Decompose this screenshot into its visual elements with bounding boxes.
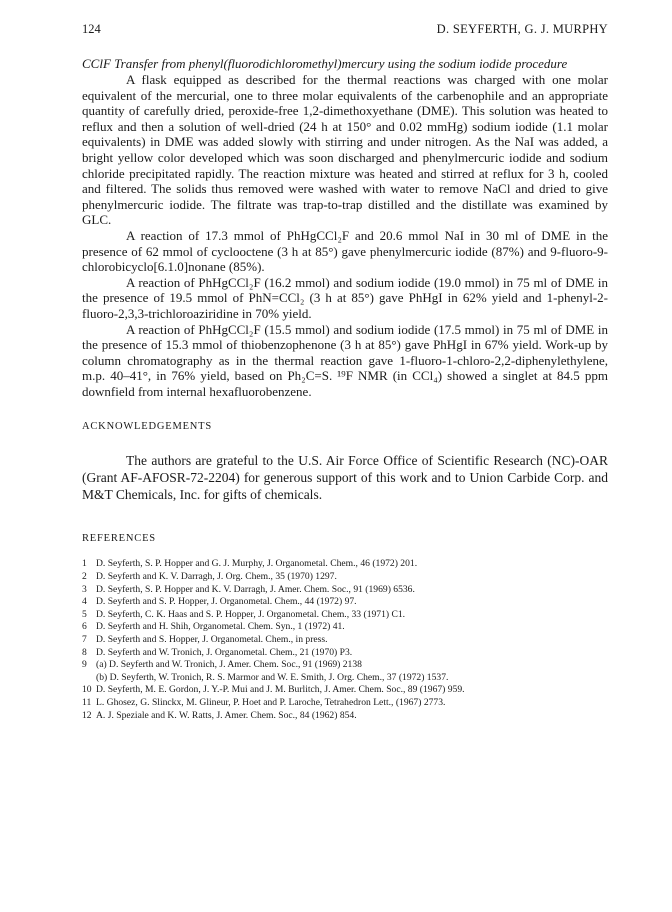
reference-text: D. Seyferth, S. P. Hopper and K. V. Darragh, J. Amer. Chem. Soc., 91 (1969) 6536.	[96, 583, 415, 595]
reference-item	[82, 584, 608, 597]
reference-item	[82, 659, 608, 672]
reference-list	[82, 558, 608, 722]
reference-number: 3	[82, 583, 87, 595]
reference-text: A. J. Speziale and K. W. Ratts, J. Amer. Chem. Soc., 84 (1962) 854.	[96, 709, 357, 721]
reference-item	[82, 558, 608, 571]
reference-text: D. Seyferth and K. V. Darragh, J. Org. Chem., 35 (1970) 1297.	[96, 571, 337, 583]
reference-number: 5	[82, 608, 87, 620]
reference-number: 2	[82, 571, 87, 583]
acknowledgements-heading: ACKNOWLEDGEMENTS	[82, 421, 213, 433]
running-authors: D. SEYFERTH, G. J. MURPHY	[436, 22, 608, 36]
reference-number: 12	[82, 709, 92, 721]
reference-text: D. Seyferth and S. Hopper, J. Organometal. Chem., in press.	[96, 634, 328, 646]
reference-text: D. Seyferth and H. Shih, Organometal. Chem. Syn., 1 (1972) 41.	[96, 621, 345, 633]
section-title: CClF Transfer from phenyl(fluorodichloromethyl)mercury using the sodium iodide procedure	[82, 56, 568, 71]
reference-item	[82, 697, 608, 710]
reference-number: 6	[82, 621, 87, 633]
reference-item	[82, 596, 608, 609]
paragraph-imine: A reaction of PhHgCCl₂F (16.2 mmol) and sodium iodide (19.0 mmol) in 75 ml of DME in the presence of 19.5 mmol of PhN=CCl₂ (3 h at 85°) gave PhHgI in 62% yield and 1-phenyl-2-fluoro-2,3,3-trichloroaziridine in 70% yield.	[82, 274, 608, 321]
reference-item	[82, 621, 608, 634]
running-header	[82, 22, 608, 44]
acknowledgements-text: The authors are grateful to the U.S. Air Force Office of Scientific Research (NC)-OAR (Grant AF-AFOSR-72-2204) for generous support of this work and to Union Carbide Corp. and M&T Chemicals, Inc. for gifts of chemicals.	[82, 453, 608, 503]
paragraph-procedure: A flask equipped as described for the thermal reactions was charged with one molar equivalent of the mercurial, one to three molar equivalents of the carbenophile and an appropriate quantity of carefully dried, peroxide-free 1,2-dimethoxyethane (DME). This solution was heated to reflux and then a solution of well-dried (24 h at 150° and 0.02 mmHg) sodium iodide (1.1 molar equivalents) in DME was added slowly with stirring and under nitrogen. As the NaI was added, a bright yellow color developed which was soon discharged and phenylmercuric iodide and sodium chloride precipitated rapidly. The reaction mixture was heated and stirred at reflux for 3 h, cooled and filtered. The solids thus removed were washed with water to remove NaCl and dried to give phenylmercuric iodide. The filtrate was trap-to-trap distilled and the distillate was examined by GLC.	[82, 72, 608, 228]
reference-text: L. Ghosez, G. Slinckx, M. Glineur, P. Hoet and P. Laroche, Tetrahedron Lett., (1967) 2773.	[96, 697, 446, 708]
reference-number: 9	[82, 659, 87, 671]
reference-text: D. Seyferth and S. P. Hopper, J. Organometal. Chem., 44 (1972) 97.	[96, 596, 357, 608]
references-heading: REFERENCES	[82, 533, 156, 545]
reference-text: (a) D. Seyferth and W. Tronich, J. Amer. Chem. Soc., 91 (1969) 2138	[96, 659, 362, 671]
paragraph-cyclooctene: A reaction of 17.3 mmol of PhHgCCl₂F and 20.6 mmol NaI in 30 ml of DME in the presence of 62 mmol of cyclooctene (3 h at 85°) gave phenylmercuric iodide (87%) and 9-fluoro-9-chlorobicyclo[6.1.0]nonane (85%).	[82, 227, 608, 275]
reference-item	[82, 710, 608, 723]
reference-number: 10	[82, 684, 92, 696]
reference-item	[82, 634, 608, 647]
reference-number: 8	[82, 646, 87, 658]
reference-text: D. Seyferth, M. E. Gordon, J. Y.-P. Mui and J. M. Burlitch, J. Amer. Chem. Soc., 89 (1967) 959.	[96, 684, 465, 696]
reference-number: 4	[82, 596, 87, 608]
reference-text: D. Seyferth and W. Tronich, J. Organometal. Chem., 21 (1970) P3.	[96, 646, 353, 658]
reference-item	[82, 609, 608, 622]
reference-item	[82, 571, 608, 584]
reference-text: D. Seyferth, C. K. Haas and S. P. Hopper, J. Organometal. Chem., 33 (1971) C1.	[96, 608, 406, 620]
page-number: 124	[82, 22, 101, 36]
reference-text: (b) D. Seyferth, W. Tronich, R. S. Marmor and W. E. Smith, J. Org. Chem., 37 (1972) 1537.	[96, 671, 449, 683]
paragraph-thiobenzophenone: A reaction of PhHgCCl₂F (15.5 mmol) and sodium iodide (17.5 mmol) in 75 ml of DME in the presence of 15.3 mmol of thiobenzophenone (3 h at 85°) gave PhHgI in 67% yield. Work-up by column chromatography as in the thermal reaction gave 1-fluoro-1-chloro-2,2-diphenylethylene, m.p. 40–41°, in 76% yield, based on Ph₂C=S. ¹⁹F NMR (in CCl₄) showed a singlet at 84.5 ppm downfield from internal hexafluorobenzene.	[82, 321, 608, 399]
reference-text: D. Seyferth, S. P. Hopper and G. J. Murphy, J. Organometal. Chem., 46 (1972) 201.	[96, 558, 418, 570]
page	[82, 22, 608, 722]
reference-item	[82, 672, 608, 685]
reference-item	[82, 684, 608, 697]
reference-item	[82, 647, 608, 660]
reference-number: 1	[82, 558, 87, 570]
reference-number: 7	[82, 634, 87, 646]
reference-number: 11	[82, 697, 92, 708]
